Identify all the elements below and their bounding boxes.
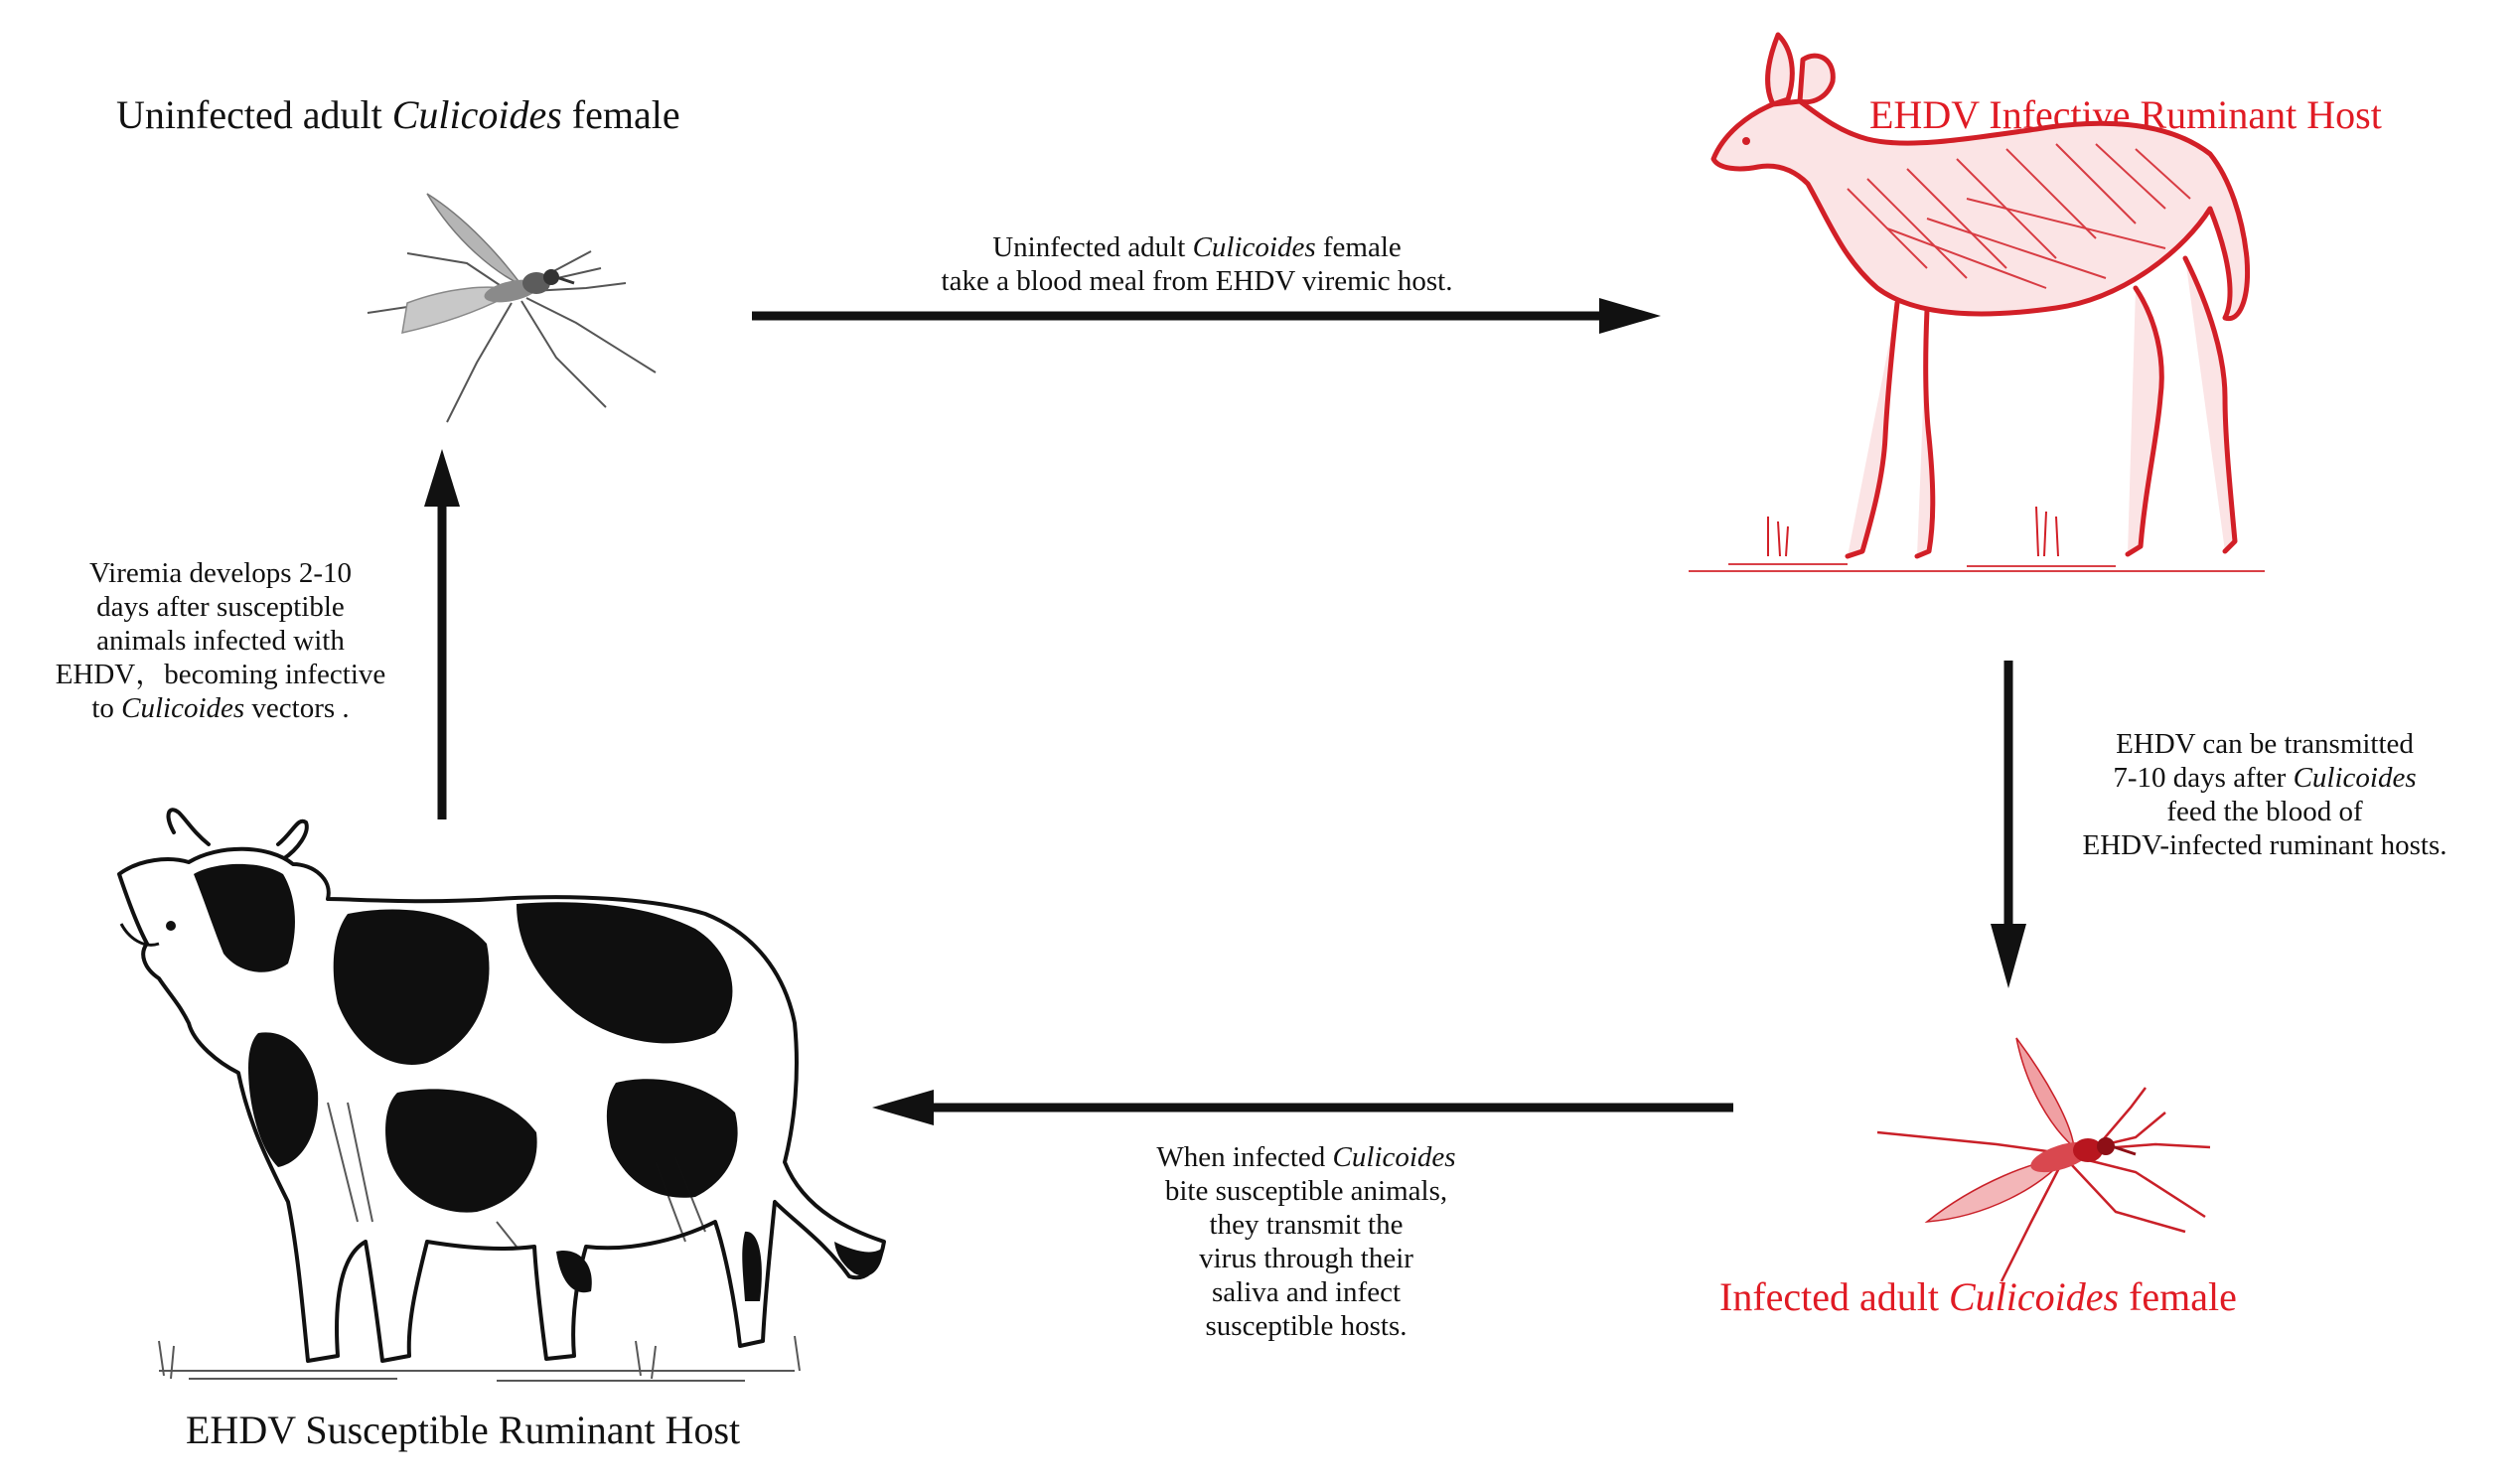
infective-host-label: EHDV Infective Ruminant Host xyxy=(1869,92,2382,137)
note-viremia: Viremia develops 2-10 days after susceptible animals infected with EHDV，becoming infective to Culicoides vectors . xyxy=(55,557,386,724)
arrow-to-deer xyxy=(752,298,1661,334)
infected-midge-icon xyxy=(1867,1033,2225,1291)
note-extrinsic-incubation: EHDV can be transmitted 7-10 days after Culicoides feed the blood of EHDV-infected ruminant hosts. xyxy=(2082,728,2447,861)
note-transmission: When infected Culicoides bite susceptible animals, they transmit the virus through their saliva and infect susceptible hosts. xyxy=(1156,1141,1456,1342)
note-blood-meal: Uninfected adult Culicoides female take a blood meal from EHDV viremic host. xyxy=(941,231,1453,297)
infected-midge-label: Infected adult Culicoides female xyxy=(1719,1274,2237,1319)
arrow-to-infected-midge xyxy=(1991,661,2026,988)
uninfected-midge-label: Uninfected adult Culicoides female xyxy=(116,92,680,137)
arrow-to-uninfected-midge xyxy=(424,449,460,819)
susceptible-host-label: EHDV Susceptible Ruminant Host xyxy=(186,1408,741,1452)
cow-icon xyxy=(99,805,894,1391)
uninfected-midge-icon xyxy=(328,174,666,432)
deer-icon xyxy=(1669,20,2285,576)
arrow-to-cow xyxy=(872,1090,1733,1125)
